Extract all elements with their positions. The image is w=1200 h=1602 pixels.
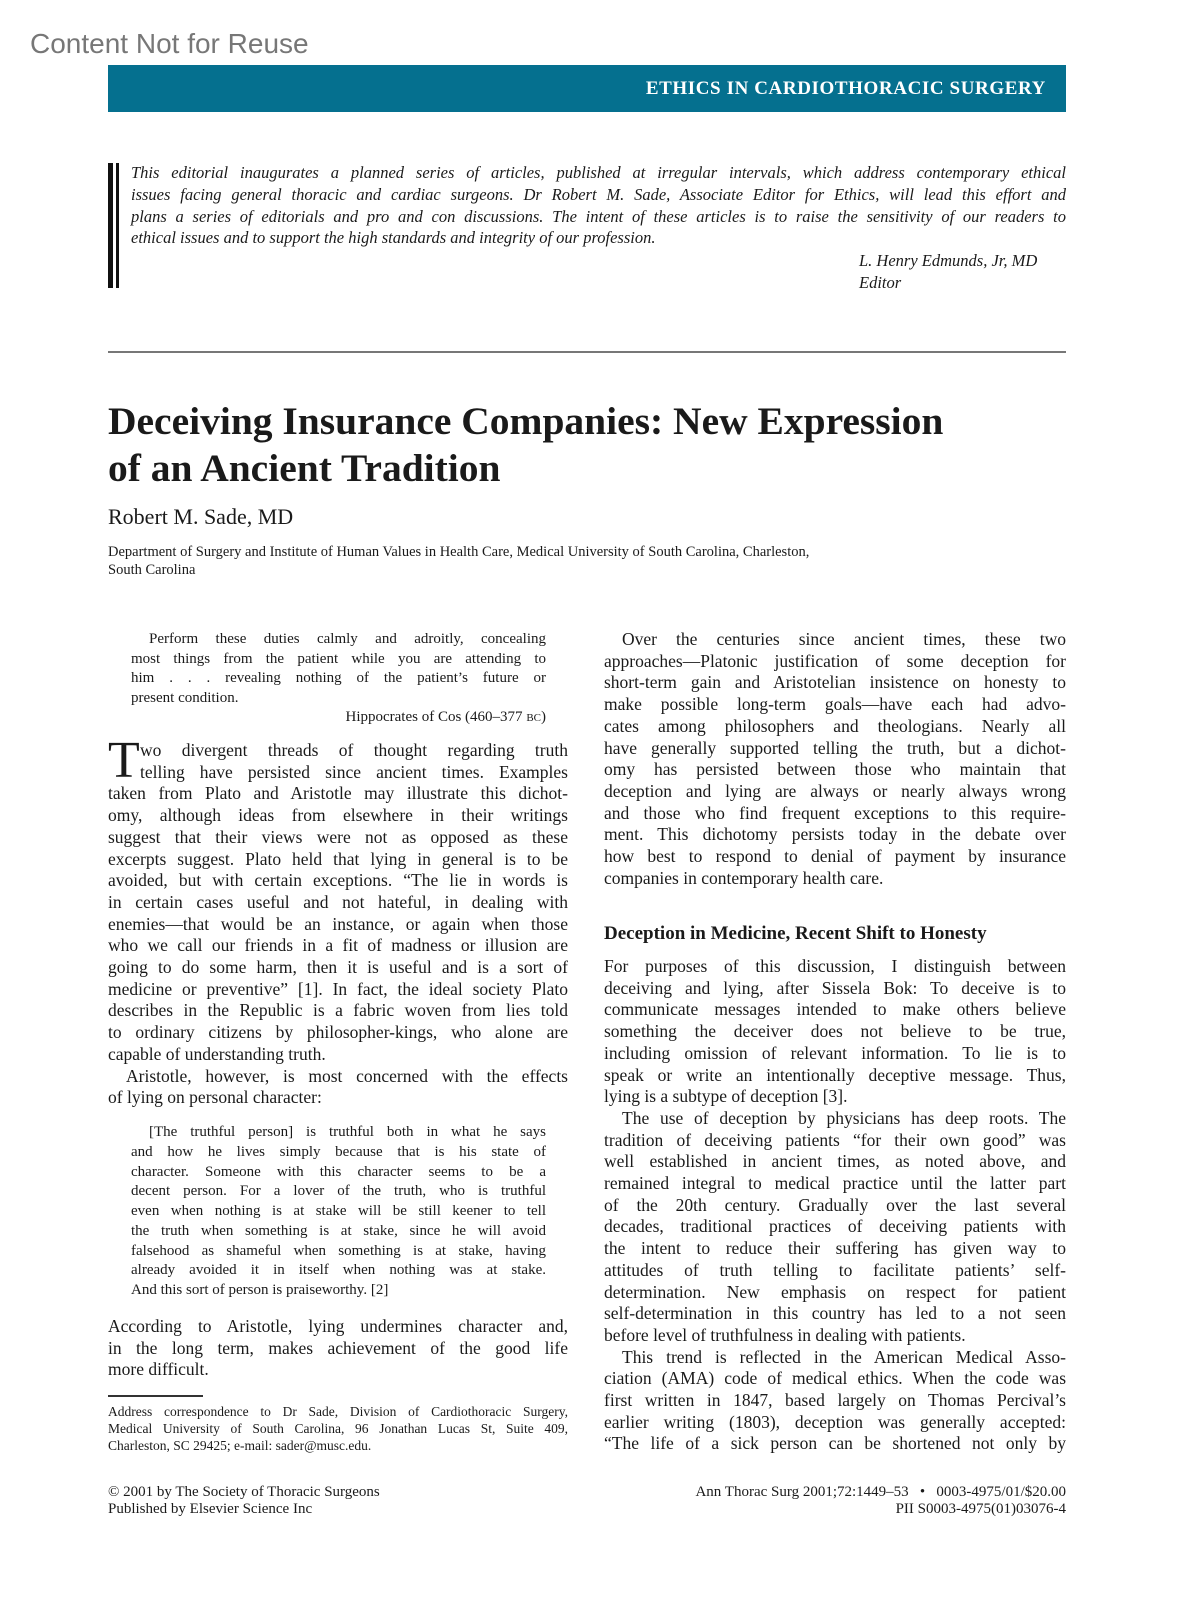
text-line: lying is a subtype of deception [3]. <box>604 1086 848 1107</box>
footnote-rule <box>108 1395 203 1397</box>
text-line: Aristotle, however, is most concerned with the effects <box>126 1065 568 1086</box>
editor-signature <box>859 250 1037 294</box>
text-line: taken from Plato and Aristotle may illustrate this dichot- <box>108 783 568 804</box>
article-title <box>108 398 1088 492</box>
editorial-note <box>131 162 1066 249</box>
text-line: how best to respond to denial of payment by insurance <box>604 846 1066 867</box>
text-line: of lying on personal character: <box>108 1087 322 1108</box>
title-line: Deceiving Insurance Companies: New Expression <box>108 399 944 443</box>
text-line: companies in contemporary health care. <box>604 867 884 888</box>
text-line: “The life of a sick person can be shortened not only by <box>604 1433 1066 1454</box>
section-banner-label: ETHICS IN CARDIOTHORACIC SURGERY <box>645 78 1046 99</box>
text-line: wo divergent threads of thought regarding truth <box>140 740 568 760</box>
text-line: who we call our friends in a fit of madness or illusion are <box>108 935 568 956</box>
text-line: short-term gain and Aristotelian insistence on honesty to <box>604 672 1066 693</box>
text-line: determination. New emphasis on respect for patient <box>604 1281 1066 1302</box>
body-text-left-continued <box>108 1316 568 1381</box>
text-line: decent person. For a lover of the truth, who is truthful <box>131 1183 546 1200</box>
copyright <box>108 1484 380 1518</box>
author-affiliation <box>108 543 1008 579</box>
text-line: omy has persisted between those who maintain that <box>604 759 1066 780</box>
text-line: suggest that their views were not as opposed as these <box>108 826 568 847</box>
text-line: earlier writing (1803), deception was generally accepted: <box>604 1411 1066 1432</box>
text-line: present condition. <box>131 690 239 707</box>
attribution-era: BC <box>526 712 541 724</box>
text-line: plans a series of editorials and pro and con discussions. The intent of these articles is to raise the sensitivity of our readers to <box>131 206 1066 226</box>
text-line: falsehood as shameful when something is at stake, having <box>131 1242 546 1259</box>
text-line: the truth when something is at stake, since he will avoid <box>131 1222 546 1239</box>
text-line: in certain cases useful and not hateful, in dealing with <box>108 891 568 912</box>
block-quote <box>131 1123 546 1301</box>
epigraph-attribution <box>131 709 546 726</box>
text-line: in the long term, makes achievement of the good life <box>108 1337 568 1358</box>
text-line: telling have persisted since ancient times. Examples <box>140 761 568 782</box>
text-line: first written in 1847, based largely on Thomas Percival’s <box>604 1390 1066 1411</box>
section-banner <box>108 65 1066 112</box>
text-line: already avoided it in itself when nothing was at stake. <box>131 1262 546 1279</box>
text-line: the intent to reduce their suffering has given way to <box>604 1238 1066 1259</box>
text-line: tradition of deceiving patients “for their own good” was <box>604 1129 1066 1150</box>
text-line: decades, traditional practices of deceiving patients with <box>604 1216 1066 1237</box>
text-line: including omission of relevant information. To lie is to <box>604 1042 1066 1063</box>
text-line: and those who find frequent exceptions to this require- <box>604 802 1066 823</box>
text-line: most things from the patient while you are attending to <box>131 650 546 667</box>
attribution-close: ) <box>541 709 546 725</box>
editorial-bar-thin <box>116 163 119 288</box>
text-line: before level of truthfulness in dealing with patients. <box>604 1324 966 1345</box>
text-line: [The truthful person] is truthful both in what he says <box>149 1124 546 1140</box>
text-line: attitudes of truth telling to facilitate patients’ self- <box>604 1259 1066 1280</box>
text-line: speak or write an intentionally deceptive message. Thus, <box>604 1064 1066 1085</box>
text-line: deception and lying are always or nearly always wrong <box>604 780 1066 801</box>
text-line: communicate messages intended to make others believe <box>604 999 1066 1020</box>
text-line: This editorial inaugurates a planned series of articles, published at irregular intervals, which address contemporary ethical <box>131 163 1066 182</box>
text-line: Charleston, SC 29425; e-mail: sader@musc.edu. <box>108 1438 372 1453</box>
affiliation-line: South Carolina <box>108 562 196 578</box>
text-line: deceiving and lying, after Sissela Bok: To deceive is to <box>604 977 1066 998</box>
text-line: remained integral to medical practice until the latter part <box>604 1173 1066 1194</box>
text-line: avoided, but with certain exceptions. “The lie in words is <box>108 870 568 891</box>
text-line: to ordinary citizens by philosopher-kings, who alone are <box>108 1022 568 1043</box>
text-line: going to do some harm, then it is useful and is a sort of <box>108 957 568 978</box>
epigraph <box>131 630 546 709</box>
drop-cap: T <box>108 732 140 789</box>
editor-name: L. Henry Edmunds, Jr, MD <box>859 251 1038 270</box>
text-line: character. Someone with this character seems to be a <box>131 1163 546 1180</box>
text-line: And this sort of person is praiseworthy. [2] <box>131 1282 389 1298</box>
citation-line: Ann Thorac Surg 2001;72:1449–53 • 0003-4975/01/$20.00 <box>695 1484 1066 1500</box>
publisher-line: Published by Elsevier Science Inc <box>108 1501 313 1517</box>
editorial-bar-thick <box>108 163 113 288</box>
text-line: even when nothing is at stake will be still keener to tell <box>131 1203 546 1219</box>
text-line: capable of understanding truth. <box>108 1043 326 1064</box>
text-line: something the deceiver does not believe to be true, <box>604 1021 1066 1042</box>
correspondence-footnote <box>108 1403 568 1454</box>
section-heading: Deception in Medicine, Recent Shift to Honesty <box>604 923 987 944</box>
text-line: and how he lives simply because that is his state of <box>131 1143 546 1160</box>
text-line: excerpts suggest. Plato held that lying in general is to be <box>108 848 568 869</box>
pii-line: PII S0003-4975(01)03076-4 <box>895 1501 1066 1517</box>
text-line: more difficult. <box>108 1359 209 1380</box>
text-line: This trend is reflected in the American Medical Asso- <box>622 1346 1066 1367</box>
text-line: ciation (AMA) code of medical ethics. When the code was <box>604 1368 1066 1389</box>
copyright-line: © 2001 by The Society of Thoracic Surgeons <box>108 1484 380 1500</box>
text-line: Medical University of South Carolina, 96 Jonathan Lucas St, Suite 409, <box>108 1421 568 1436</box>
text-line: have generally supported telling the truth, but a dichot- <box>604 737 1066 758</box>
text-line: approaches—Platonic justification of some deception for <box>604 650 1066 671</box>
watermark: Content Not for Reuse <box>30 28 309 59</box>
text-line: cates among philosophers and theologians. Nearly all <box>604 715 1066 736</box>
text-line: Address correspondence to Dr Sade, Division of Cardiothoracic Surgery, <box>108 1404 568 1419</box>
editor-role: Editor <box>859 272 902 292</box>
text-line: of the 20th century. Gradually over the last several <box>604 1194 1066 1215</box>
text-line: well established in ancient times, as noted above, and <box>604 1151 1066 1172</box>
text-line: medicine or preventive” [1]. In fact, the ideal society Plato <box>108 978 568 999</box>
body-text-right-section <box>604 956 1066 1455</box>
affiliation-line: Department of Surgery and Institute of Human Values in Health Care, Medical University of South Carolina, Charleston, <box>108 544 810 560</box>
text-line: self-determination in this country has led to a not seen <box>604 1303 1066 1324</box>
text-line: ment. This dichotomy persists today in the debate over <box>604 824 1066 845</box>
text-line: enemies—that would be an instance, or again when those <box>108 913 568 934</box>
text-line: omy, although ideas from elsewhere in their writings <box>108 805 568 826</box>
text-line: For purposes of this discussion, I distinguish between <box>604 956 1066 976</box>
divider <box>108 351 1066 353</box>
text-line: describes in the Republic is a fabric woven from lies told <box>108 1000 568 1021</box>
article-author: Robert M. Sade, MD <box>108 504 294 529</box>
text-line: make possible long-term goals—have each had advo- <box>604 694 1066 715</box>
text-line: ethical issues and to support the high standards and integrity of our profession. <box>131 228 656 248</box>
text-line: Perform these duties calmly and adroitly, concealing <box>149 631 546 647</box>
text-line: The use of deception by physicians has deep roots. The <box>622 1107 1066 1128</box>
text-line: According to Aristotle, lying undermines character and, <box>108 1316 568 1336</box>
attribution-text: Hippocrates of Cos (460–377 <box>345 709 527 725</box>
body-text-right <box>604 629 1066 889</box>
body-text-left <box>108 740 568 1109</box>
text-line: Over the centuries since ancient times, these two <box>622 629 1066 649</box>
journal-citation <box>600 1484 1066 1518</box>
text-line: him . . . revealing nothing of the patient’s future or <box>131 670 546 687</box>
text-line: issues facing general thoracic and cardiac surgeons. Dr Robert M. Sade, Associate Editor for Ethics, will lead this effort and <box>131 184 1066 204</box>
title-line: of an Ancient Tradition <box>108 446 501 490</box>
